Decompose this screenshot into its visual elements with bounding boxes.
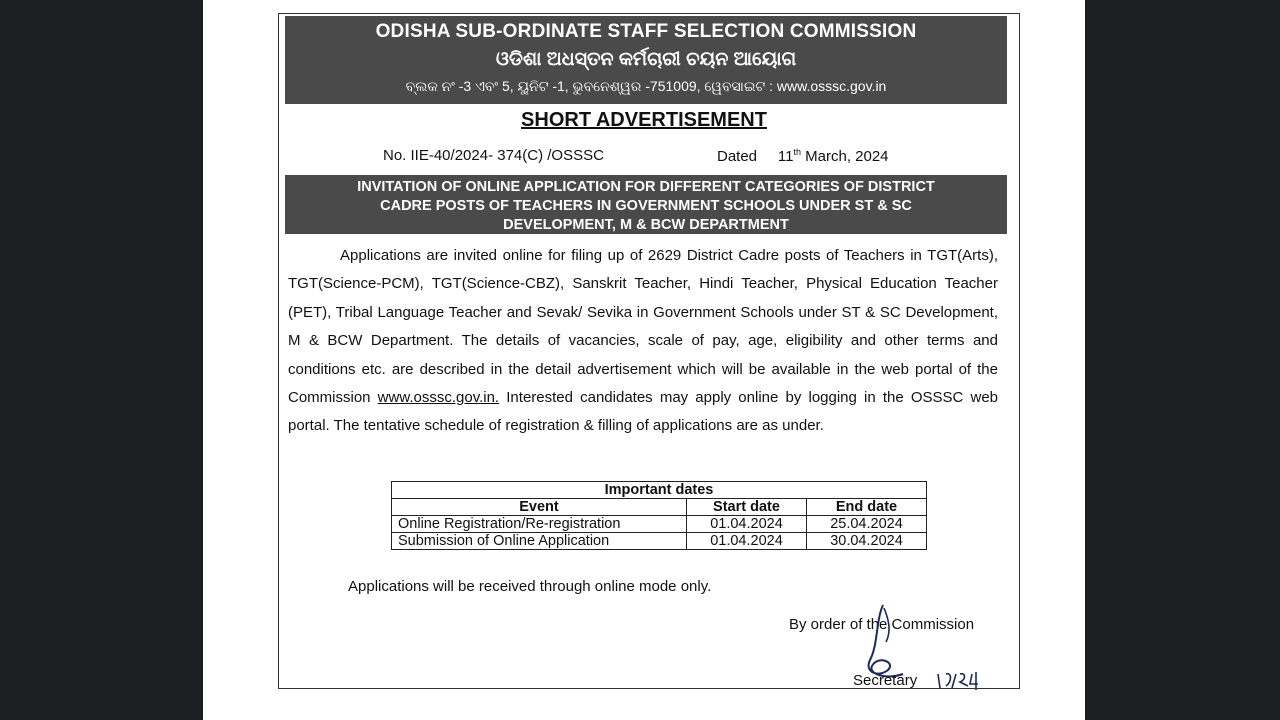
event-cell: Submission of Online Application <box>392 533 687 550</box>
document-page <box>203 0 1085 720</box>
title-line-1: INVITATION OF ONLINE APPLICATION FOR DIFFERENT CATEGORIES OF DISTRICT <box>357 179 935 195</box>
table-row <box>392 516 927 533</box>
notice-heading: SHORT ADVERTISEMENT <box>521 109 767 131</box>
table-row <box>392 533 927 550</box>
online-mode-note: Applications will be received through online mode only. <box>348 578 712 595</box>
website-link[interactable]: www.osssc.gov.in. <box>377 389 500 407</box>
org-name-odia: ଓଡିଶା ଅଧସ୍ତନ କର୍ମଚାରୀ ଚୟନ ଆୟୋଗ <box>495 49 797 70</box>
title-line-2: CADRE POSTS OF TEACHERS IN GOVERNMENT SCHOOLS UNDER ST & SC <box>380 198 912 214</box>
notice-body <box>288 242 998 441</box>
dated-label: Dated <box>717 148 758 165</box>
date-day: 11 <box>777 148 794 165</box>
important-dates-table <box>391 481 927 550</box>
end-date-cell: 25.04.2024 <box>807 516 927 533</box>
org-address: ବ୍ଲକ ନଂ -3 ଏବଂ 5, ୟୁନିଟ -1, ଭୁବନେଶ୍ୱର -751009, ୱେବସାଇଟ : www.osssc.gov.in <box>405 78 887 94</box>
col-header-event: Event <box>392 499 687 516</box>
reference-number: No. IIE-40/2024- 374(C) /OSSSC <box>383 147 604 164</box>
body-text-1: Applications are invited online for filing up of 2629 District Cadre posts of Teachers in TGT(Arts), TGT(Science-PCM), TGT(Science-CBZ), Sanskrit Teacher, Hindi Teacher, Physical Education Teacher (PET), Tribal Language Teacher and Sevak/ Sevika in Government Schools under ST & SC Development, M & BCW Department. The details of vacancies, scale of pay, age, eligibility and other terms and conditions etc. are described in the detail advertisement which will be available in the web portal of the Commission <box>288 247 998 407</box>
secretary-label: Secretary <box>853 672 918 689</box>
notice-date <box>717 147 889 165</box>
body-text-2: Interested candidates may apply online by logging in the OSSSC web portal. The tentative schedule of registration & filling of applications are as under. <box>288 389 999 435</box>
title-line-3: DEVELOPMENT, M & BCW DEPARTMENT <box>503 217 789 233</box>
end-date-cell: 30.04.2024 <box>807 533 927 550</box>
start-date-cell: 01.04.2024 <box>687 533 807 550</box>
org-name-english: ODISHA SUB-ORDINATE STAFF SELECTION COMMISSION <box>375 21 917 42</box>
table-caption: Important dates <box>392 482 927 499</box>
order-line: By order of the Commission <box>789 616 975 633</box>
event-cell: Online Registration/Re-registration <box>392 516 687 533</box>
col-header-end: End date <box>807 499 927 516</box>
date-suffix: th <box>793 147 801 157</box>
date-rest: March, 2024 <box>805 148 889 165</box>
letterhead <box>285 16 1007 104</box>
col-header-start: Start date <box>687 499 807 516</box>
start-date-cell: 01.04.2024 <box>687 516 807 533</box>
notice-title <box>285 175 1007 234</box>
